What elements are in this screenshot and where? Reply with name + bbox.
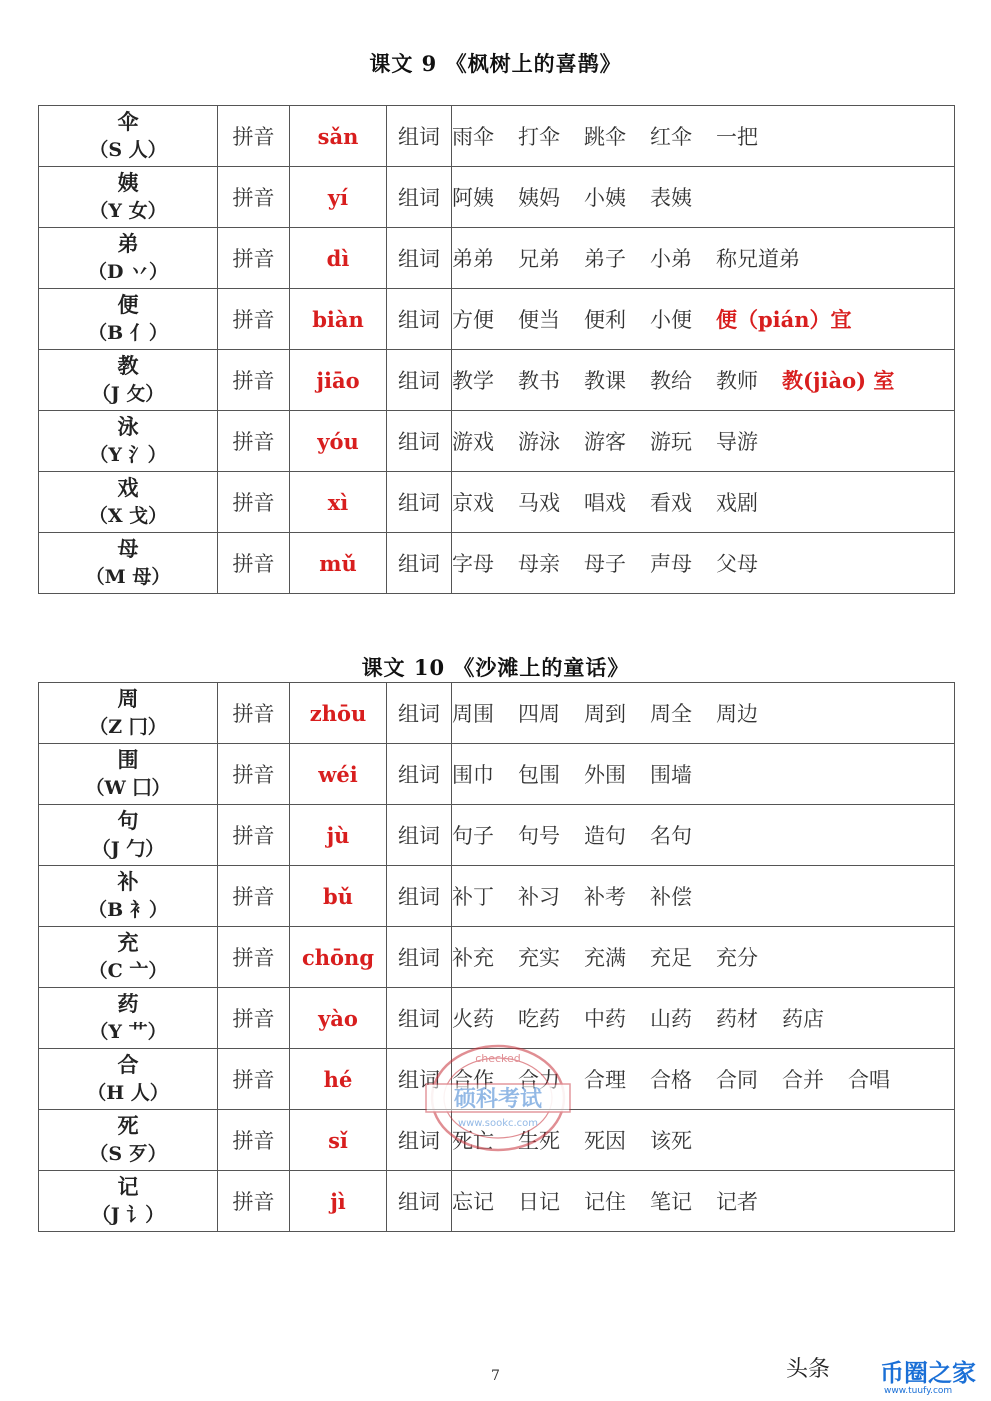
pinyin-value: jì (290, 1171, 387, 1232)
lesson9-title: 课文 9 《枫树上的喜鹊》 (369, 51, 622, 76)
words-label: 组词 (387, 472, 452, 533)
word: 补考 (584, 885, 626, 909)
word: 包围 (518, 763, 560, 787)
table-row (39, 988, 955, 1049)
character: 母 (117, 536, 139, 561)
word: 记者 (716, 1190, 758, 1214)
site-logo-icon (878, 1355, 986, 1395)
word: 充满 (584, 946, 626, 970)
pinyin-value: xì (290, 472, 387, 533)
lesson10-title: 课文 10 《沙滩上的童话》 (361, 655, 630, 680)
words-cell (452, 167, 955, 228)
word: 生死 (518, 1129, 560, 1153)
words-cell (452, 683, 955, 744)
word: 教学 (452, 369, 494, 393)
word: 记住 (584, 1190, 626, 1214)
char-cell (39, 411, 218, 472)
char-cell (39, 472, 218, 533)
radical-hint: （S 歹） (89, 1143, 167, 1165)
word: 合唱 (848, 1068, 890, 1092)
word: 山药 (650, 1007, 692, 1031)
char-cell (39, 228, 218, 289)
words-cell (452, 1171, 955, 1232)
char-cell (39, 988, 218, 1049)
word: 姨妈 (518, 186, 560, 210)
word: 看戏 (650, 491, 692, 515)
radical-hint: （Y 艹） (89, 1021, 167, 1043)
character: 便 (117, 292, 139, 317)
word: 四周 (518, 702, 560, 726)
word: 名句 (650, 824, 692, 848)
word: 母子 (584, 552, 626, 576)
word: 造句 (584, 824, 626, 848)
word: 游戏 (452, 430, 494, 454)
radical-hint: （J 攵） (91, 383, 165, 405)
radical-hint: （J 勹） (91, 838, 165, 860)
word: 跳伞 (584, 125, 626, 149)
words-label: 组词 (387, 1049, 452, 1110)
character: 合 (117, 1052, 139, 1077)
pinyin-label: 拼音 (218, 1110, 290, 1171)
polyphone-word: 便（pián）宜 (716, 307, 852, 332)
radical-hint: （X 戈） (88, 505, 168, 527)
words-label: 组词 (387, 744, 452, 805)
words-cell (452, 472, 955, 533)
words-cell (452, 866, 955, 927)
word: 药材 (716, 1007, 758, 1031)
word: 一把 (716, 125, 758, 149)
words-label: 组词 (387, 866, 452, 927)
word: 声母 (650, 552, 692, 576)
char-cell (39, 167, 218, 228)
polyphone-word: 教(jiào) 室 (782, 368, 895, 393)
radical-hint: （C 亠） (88, 960, 168, 982)
radical-hint: （Y 女） (89, 200, 167, 222)
char-cell (39, 683, 218, 744)
pinyin-label: 拼音 (218, 289, 290, 350)
table-row (39, 472, 955, 533)
words-label: 组词 (387, 533, 452, 594)
char-cell (39, 289, 218, 350)
word: 教给 (650, 369, 692, 393)
word: 补充 (452, 946, 494, 970)
word: 马戏 (518, 491, 560, 515)
pinyin-value: yí (290, 167, 387, 228)
char-cell (39, 1171, 218, 1232)
word: 补偿 (650, 885, 692, 909)
word: 方便 (452, 308, 494, 332)
word: 围墙 (650, 763, 692, 787)
site-logo-name: 币圈之家 (880, 1359, 976, 1387)
character: 姨 (117, 170, 139, 195)
word: 唱戏 (584, 491, 626, 515)
word: 该死 (650, 1129, 692, 1153)
word: 打伞 (518, 125, 560, 149)
words-cell (452, 1110, 955, 1171)
word: 游客 (584, 430, 626, 454)
words-label: 组词 (387, 683, 452, 744)
lesson9-vocab-table (38, 105, 955, 594)
words-label: 组词 (387, 1171, 452, 1232)
table-row (39, 1110, 955, 1171)
watermark-text: 硕科考试 (453, 1087, 543, 1112)
radical-hint: （J 讠） (91, 1204, 165, 1226)
word: 充实 (518, 946, 560, 970)
character: 伞 (117, 109, 139, 134)
table-row (39, 228, 955, 289)
pinyin-value: hé (290, 1049, 387, 1110)
words-label: 组词 (387, 805, 452, 866)
words-cell (452, 289, 955, 350)
pinyin-value: dì (290, 228, 387, 289)
pinyin-label: 拼音 (218, 533, 290, 594)
word: 周边 (716, 702, 758, 726)
word: 补丁 (452, 885, 494, 909)
radical-hint: （Z 冂） (89, 716, 167, 738)
char-cell (39, 805, 218, 866)
words-cell (452, 988, 955, 1049)
character: 戏 (117, 475, 139, 500)
pinyin-label: 拼音 (218, 927, 290, 988)
word: 周全 (650, 702, 692, 726)
pinyin-value: yào (290, 988, 387, 1049)
word: 阿姨 (452, 186, 494, 210)
word: 死因 (584, 1129, 626, 1153)
words-label: 组词 (387, 106, 452, 167)
table-row (39, 1049, 955, 1110)
radical-hint: （M 母） (85, 566, 171, 588)
character: 记 (117, 1174, 139, 1199)
lesson10-vocab-table (38, 682, 955, 1232)
radical-hint: （H 人） (87, 1082, 169, 1104)
word: 游泳 (518, 430, 560, 454)
word: 火药 (452, 1007, 494, 1031)
footer-brand: 头条 (786, 1357, 831, 1382)
words-label: 组词 (387, 228, 452, 289)
pinyin-value: yóu (290, 411, 387, 472)
site-logo-url: www.tuufy.com (884, 1386, 953, 1395)
char-cell (39, 1049, 218, 1110)
words-label: 组词 (387, 411, 452, 472)
word: 药店 (782, 1007, 824, 1031)
words-label: 组词 (387, 988, 452, 1049)
word: 京戏 (452, 491, 494, 515)
words-label: 组词 (387, 350, 452, 411)
word: 补习 (518, 885, 560, 909)
character: 教 (117, 353, 139, 378)
words-cell (452, 805, 955, 866)
word: 句号 (518, 824, 560, 848)
word: 父母 (716, 552, 758, 576)
pinyin-label: 拼音 (218, 1049, 290, 1110)
word: 死亡 (452, 1129, 494, 1153)
pinyin-label: 拼音 (218, 988, 290, 1049)
words-label: 组词 (387, 289, 452, 350)
char-cell (39, 106, 218, 167)
char-cell (39, 927, 218, 988)
character: 句 (117, 808, 139, 833)
pinyin-value: mǔ (290, 533, 387, 594)
pinyin-label: 拼音 (218, 106, 290, 167)
table-row (39, 1171, 955, 1232)
char-cell (39, 350, 218, 411)
lesson10-rows (39, 683, 955, 1232)
pinyin-value: wéi (290, 744, 387, 805)
pinyin-label: 拼音 (218, 1171, 290, 1232)
pinyin-label: 拼音 (218, 744, 290, 805)
word: 吃药 (518, 1007, 560, 1031)
word: 外围 (584, 763, 626, 787)
table-row (39, 533, 955, 594)
word: 合作 (452, 1068, 494, 1092)
word: 合力 (518, 1068, 560, 1092)
radical-hint: （B 亻） (88, 322, 168, 344)
table-row (39, 805, 955, 866)
word: 中药 (584, 1007, 626, 1031)
radical-hint: （S 人） (89, 139, 167, 161)
table-row (39, 411, 955, 472)
pinyin-label: 拼音 (218, 228, 290, 289)
word: 称兄道弟 (716, 247, 800, 271)
char-cell (39, 1110, 218, 1171)
pinyin-value: jù (290, 805, 387, 866)
radical-hint: （D 丷） (87, 261, 169, 283)
word: 合同 (716, 1068, 758, 1092)
watermark-ring-text: checked (475, 1052, 521, 1065)
char-cell (39, 744, 218, 805)
word: 表姨 (650, 186, 692, 210)
table-row (39, 744, 955, 805)
character: 围 (117, 747, 139, 772)
table-row (39, 866, 955, 927)
pinyin-label: 拼音 (218, 350, 290, 411)
word: 雨伞 (452, 125, 494, 149)
pinyin-value: sǐ (290, 1110, 387, 1171)
word: 教师 (716, 369, 758, 393)
pinyin-label: 拼音 (218, 683, 290, 744)
pinyin-value: biàn (290, 289, 387, 350)
table-row (39, 106, 955, 167)
char-cell (39, 866, 218, 927)
words-cell (452, 927, 955, 988)
word: 教课 (584, 369, 626, 393)
word: 便当 (518, 308, 560, 332)
word: 红伞 (650, 125, 692, 149)
word: 小姨 (584, 186, 626, 210)
word: 充足 (650, 946, 692, 970)
word: 游玩 (650, 430, 692, 454)
word: 合格 (650, 1068, 692, 1092)
word: 句子 (452, 824, 494, 848)
pinyin-value: zhōu (290, 683, 387, 744)
character: 泳 (117, 414, 139, 439)
pinyin-label: 拼音 (218, 411, 290, 472)
pinyin-value: bǔ (290, 866, 387, 927)
character: 药 (117, 991, 139, 1016)
pinyin-value: jiāo (290, 350, 387, 411)
pinyin-label: 拼音 (218, 805, 290, 866)
word: 围巾 (452, 763, 494, 787)
word: 字母 (452, 552, 494, 576)
char-cell (39, 533, 218, 594)
word: 周到 (584, 702, 626, 726)
lesson9-rows (39, 106, 955, 594)
character: 补 (117, 869, 139, 894)
word: 忘记 (452, 1190, 494, 1214)
words-label: 组词 (387, 927, 452, 988)
word: 周围 (452, 702, 494, 726)
word: 合并 (782, 1068, 824, 1092)
pinyin-value: sǎn (290, 106, 387, 167)
word: 合理 (584, 1068, 626, 1092)
word: 弟弟 (452, 247, 494, 271)
table-row (39, 927, 955, 988)
word: 导游 (716, 430, 758, 454)
words-label: 组词 (387, 167, 452, 228)
word: 笔记 (650, 1190, 692, 1214)
words-cell (452, 411, 955, 472)
word: 便利 (584, 308, 626, 332)
radical-hint: （Y 氵） (89, 444, 167, 466)
words-cell (452, 350, 955, 411)
word: 教书 (518, 369, 560, 393)
pinyin-label: 拼音 (218, 866, 290, 927)
pinyin-value: chōng (290, 927, 387, 988)
word: 日记 (518, 1190, 560, 1214)
word: 母亲 (518, 552, 560, 576)
word: 小弟 (650, 247, 692, 271)
radical-hint: （B 衤） (88, 899, 168, 921)
table-row (39, 683, 955, 744)
radical-hint: （W 囗） (85, 777, 171, 799)
word: 戏剧 (716, 491, 758, 515)
table-row (39, 350, 955, 411)
table-row (39, 167, 955, 228)
words-cell (452, 533, 955, 594)
character: 周 (117, 686, 139, 711)
page-number: 7 (491, 1368, 500, 1384)
character: 死 (117, 1113, 139, 1138)
word: 兄弟 (518, 247, 560, 271)
character: 充 (117, 930, 139, 955)
word: 弟子 (584, 247, 626, 271)
watermark-url: www.sookc.com (457, 1118, 539, 1129)
table-row (39, 289, 955, 350)
words-cell (452, 228, 955, 289)
pinyin-label: 拼音 (218, 472, 290, 533)
words-label: 组词 (387, 1110, 452, 1171)
word: 充分 (716, 946, 758, 970)
pinyin-label: 拼音 (218, 167, 290, 228)
words-cell (452, 744, 955, 805)
words-cell (452, 106, 955, 167)
character: 弟 (117, 231, 139, 256)
words-cell (452, 1049, 955, 1110)
word: 小便 (650, 308, 692, 332)
